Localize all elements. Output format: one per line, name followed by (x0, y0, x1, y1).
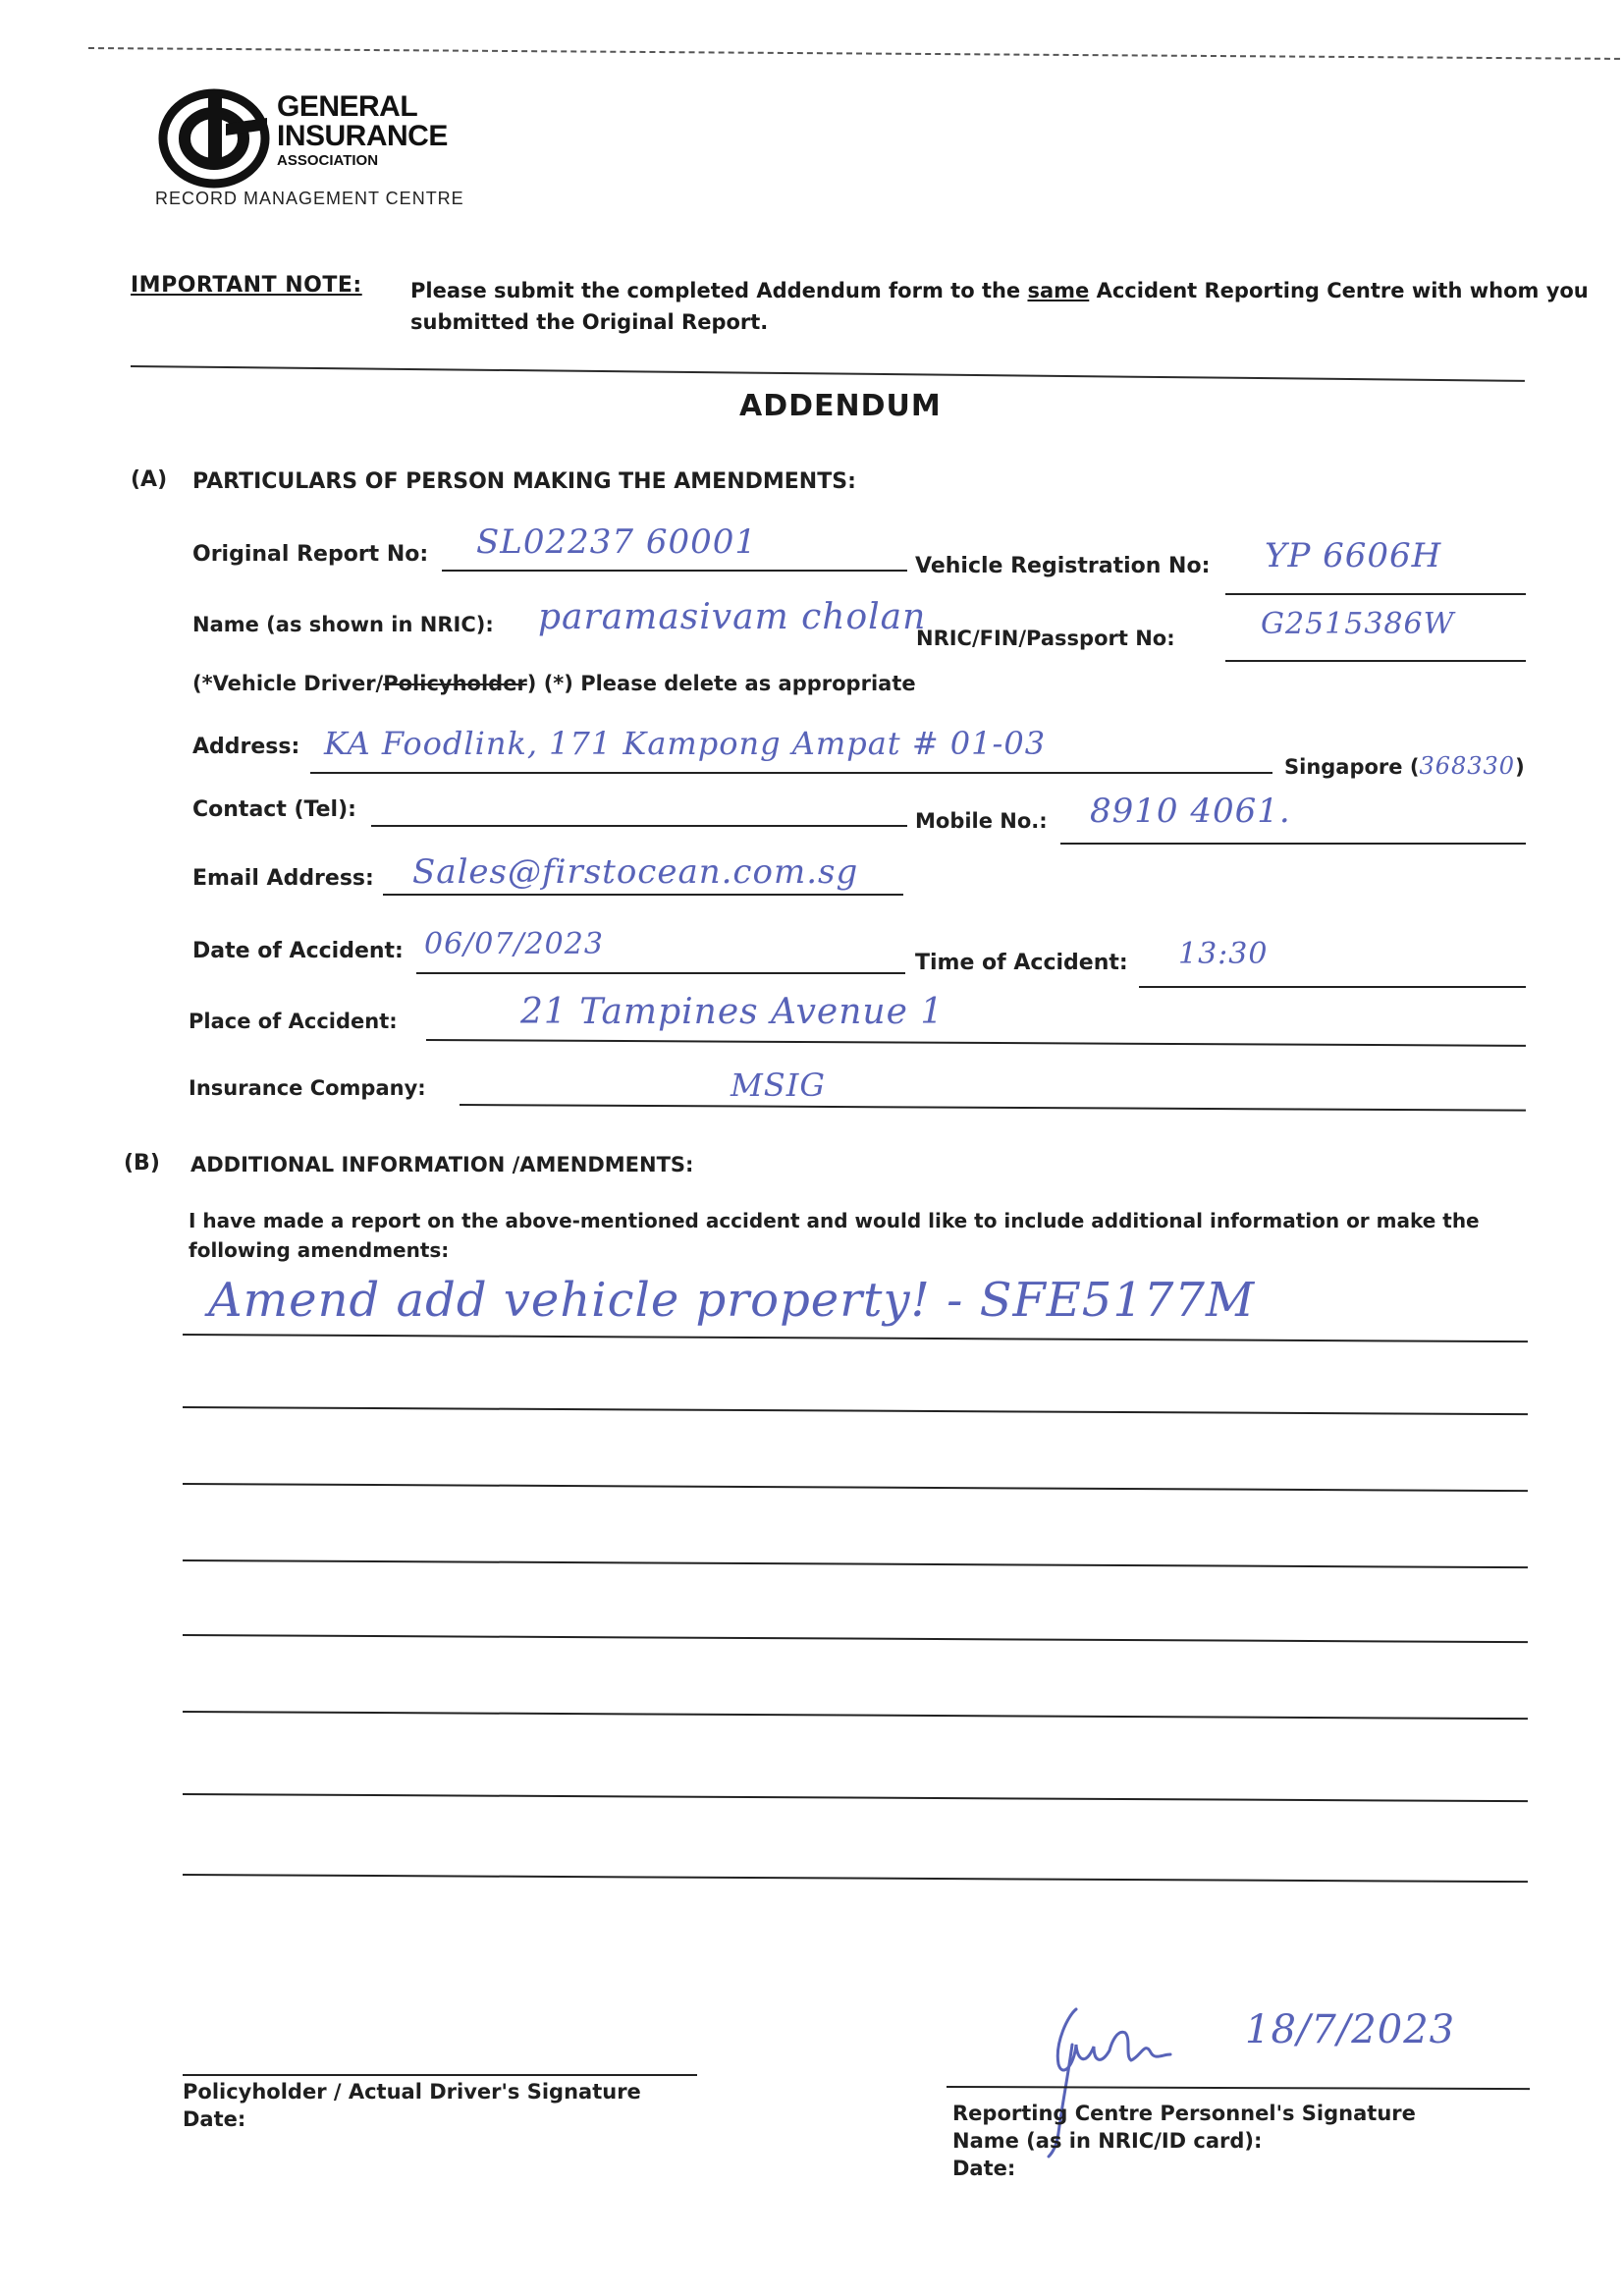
section-b-marker: (B) (124, 1151, 160, 1175)
amendment-line-1 (183, 1334, 1528, 1342)
insurance-value[interactable]: MSIG (731, 1066, 826, 1104)
nric-value[interactable]: G2515386W (1261, 607, 1455, 641)
form-title: ADDENDUM (739, 389, 942, 423)
date-line (416, 972, 905, 974)
gia-logo (147, 81, 464, 218)
right-name-label: Name (as in NRIC/ID card): (952, 2129, 1263, 2153)
amendment-line-4 (183, 1559, 1528, 1568)
right-date-label: Date: (952, 2157, 1016, 2180)
name-label: Name (as shown in NRIC): (192, 613, 494, 636)
logo-subtitle: RECORD MANAGEMENT CENTRE (155, 189, 464, 208)
left-signature-line (183, 2074, 697, 2076)
left-signature-label: Policyholder / Actual Driver's Signature (183, 2080, 641, 2104)
email-label: Email Address: (192, 866, 374, 891)
amendment-line-7 (183, 1793, 1528, 1802)
section-a-title: PARTICULARS OF PERSON MAKING THE AMENDMENTS: (192, 469, 856, 494)
mobile-label: Mobile No.: (915, 809, 1048, 833)
section-b-title: ADDITIONAL INFORMATION /AMENDMENTS: (190, 1153, 694, 1176)
scan-edge-line (88, 47, 1620, 60)
amendment-line-2 (183, 1406, 1528, 1415)
singapore-postal-field (1284, 752, 1525, 780)
original-report-label: Original Report No: (192, 542, 429, 567)
role-line (192, 672, 916, 695)
mobile-line (1060, 843, 1526, 845)
right-signature-label: Reporting Centre Personnel's Signature (952, 2102, 1416, 2125)
amendment-line-6 (183, 1711, 1528, 1720)
insurance-label: Insurance Company: (189, 1076, 426, 1100)
note-divider (131, 365, 1525, 382)
amendment-line-8 (183, 1874, 1528, 1883)
singapore-close: ) (1515, 755, 1525, 779)
postal-value[interactable]: 368330 (1419, 752, 1516, 780)
role-struck: Policyholder (383, 672, 527, 695)
email-value[interactable]: Sales@firstocean.com.sg (412, 852, 859, 892)
logo-line-insurance: INSURANCE (277, 120, 448, 152)
note-text-emphasis: same (1027, 279, 1090, 302)
address-line (310, 772, 1272, 774)
insurance-line (460, 1104, 1526, 1112)
place-value[interactable]: 21 Tampines Avenue 1 (520, 992, 945, 1032)
important-note-label: IMPORTANT NOTE: (131, 273, 362, 298)
address-label: Address: (192, 735, 300, 759)
personnel-date-handwritten[interactable]: 18/7/2023 (1245, 2007, 1456, 2052)
role-prefix: (*Vehicle Driver/ (192, 672, 384, 695)
amendment-line-5 (183, 1634, 1528, 1643)
role-suffix: ) (*) Please delete as appropriate (526, 672, 916, 695)
time-line (1139, 986, 1526, 988)
date-value[interactable]: 06/07/2023 (424, 927, 604, 961)
important-note-text (410, 275, 1624, 338)
mobile-value[interactable]: 8910 4061. (1090, 792, 1291, 831)
amendment-text[interactable]: Amend add vehicle property! - SFE5177M (208, 1273, 1256, 1328)
vehicle-reg-line (1225, 593, 1526, 595)
note-text-after: Accident Reporting Centre with whom you submitted the Original Report. (410, 279, 1589, 334)
vehicle-reg-value[interactable]: YP 6606H (1265, 536, 1442, 575)
place-label: Place of Accident: (189, 1010, 398, 1033)
nric-label: NRIC/FIN/Passport No: (916, 627, 1175, 650)
gia-emblem-icon (157, 84, 275, 192)
logo-line-general: GENERAL (277, 90, 418, 123)
logo-wordmark (277, 92, 448, 168)
nric-line (1225, 660, 1526, 662)
contact-label: Contact (Tel): (192, 797, 356, 822)
original-report-line (442, 570, 907, 572)
note-text-before: Please submit the completed Addendum form to the (410, 279, 1028, 302)
address-value[interactable]: KA Foodlink, 171 Kampong Ampat # 01-03 (324, 725, 1047, 762)
contact-line (371, 825, 907, 827)
logo-line-association: ASSOCIATION (277, 152, 379, 169)
email-line (383, 894, 903, 896)
left-date-label: Date: (183, 2107, 246, 2131)
date-label: Date of Accident: (192, 939, 404, 963)
time-label: Time of Accident: (915, 951, 1128, 975)
amendment-line-3 (183, 1483, 1528, 1492)
section-a-marker: (A) (131, 467, 168, 492)
section-b-intro: I have made a report on the above-mentioned accident and would like to include additional information or make the following amendments: (189, 1209, 1480, 1262)
name-value[interactable]: paramasivam cholan (538, 597, 927, 637)
vehicle-reg-label: Vehicle Registration No: (915, 554, 1211, 578)
place-line (426, 1039, 1526, 1047)
original-report-value[interactable]: SL02237 60001 (476, 522, 757, 562)
singapore-label: Singapore ( (1284, 755, 1420, 779)
time-value[interactable]: 13:30 (1178, 937, 1269, 971)
